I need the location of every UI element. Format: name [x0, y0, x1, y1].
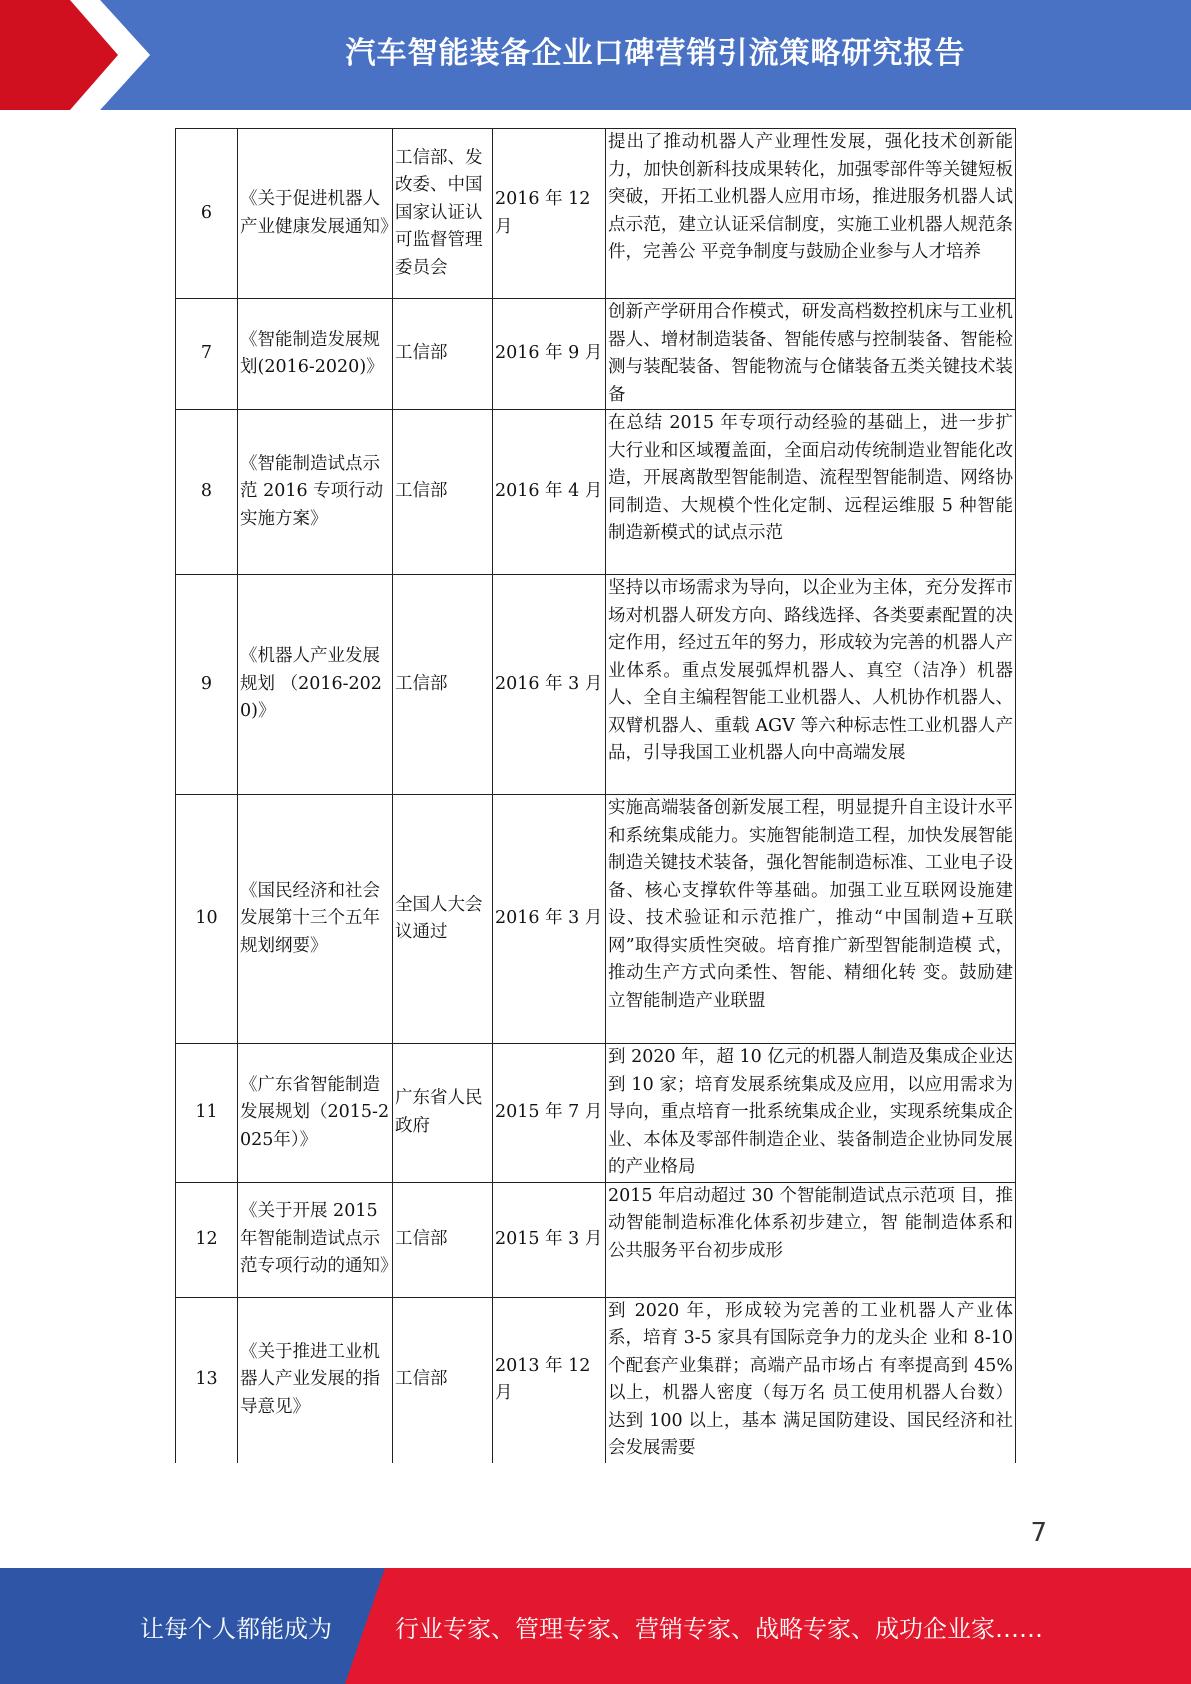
table-row	[176, 795, 1016, 1044]
issue-date-cell: 2016 年 9 月	[493, 299, 606, 410]
table-row	[176, 1297, 1016, 1463]
issuing-department-cell: 工信部	[393, 575, 493, 795]
page-header	[0, 0, 1191, 110]
row-number-cell: 8	[176, 410, 238, 575]
policy-content-cell: 坚持以市场需求为导向，以企业为主体，充分发挥市场对机器人研发方向、路线选择、各类要素配置的决定作用，经过五年的努力，形成较为完善的机器人产业体系。重点发展弧焊机器人、真空（洁净）机器人、全自主编程智能工业机器人、人机协作机器人、双臂机器人、重载 AGV 等六种标志性工业机器人产品，引导我国工业机器人向中高端发展	[606, 575, 1016, 795]
policy-content-cell: 2015 年启动超过 30 个智能制造试点示范项 目，推动智能制造标准化体系初步建立，智 能制造体系和公共服务平台初步成形	[606, 1182, 1016, 1297]
table-row	[176, 129, 1016, 299]
issue-date-cell: 2016 年 4 月	[493, 410, 606, 575]
issue-date-cell: 2013 年 12 月	[493, 1297, 606, 1463]
table-row	[176, 410, 1016, 575]
policy-name-cell: 《国民经济和社会发展第十三个五年规划纲要》	[238, 795, 393, 1044]
policy-content-cell: 到 2020 年，形成较为完善的工业机器人产业体系，培育 3-5 家具有国际竞争力的龙头企 业和 8-10 个配套产业集群；高端产品市场占 有率提高到 45%以上，机器人密度（每万名 员工使用机器人台数）达到 100 以上，基本 满足国防建设、国民经济和社会发展需要	[606, 1297, 1016, 1463]
issue-date-cell: 2016 年 12 月	[493, 129, 606, 299]
table-row	[176, 575, 1016, 795]
policy-content-cell: 实施高端装备创新发展工程，明显提升自主设计水平和系统集成能力。实施智能制造工程，加快发展智能制造关键技术装备，强化智能制造标准、工业电子设备、核心支撑软件等基础。加强工业互联网设施建设、技术验证和示范推广，推动“中国制造+互联网”取得实质性突破。培育推广新型智能制造模 式，推动生产方式向柔性、智能、精细化转 变。鼓励建立智能制造产业联盟	[606, 795, 1016, 1044]
page-number: 7	[1030, 1518, 1047, 1548]
report-title: 汽车智能装备企业口碑营销引流策略研究报告	[345, 36, 966, 71]
row-number-cell: 6	[176, 129, 238, 299]
policy-content-cell: 提出了推动机器人产业理性发展，强化技术创新能力，加快创新科技成果转化，加强零部件等关键短板突破，开拓工业机器人应用市场，推进服务机器人试点示范，建立认证采信制度，实施工业机器人规范条件，完善公 平竞争制度与鼓励企业参与人才培养	[606, 129, 1016, 299]
row-number-cell: 9	[176, 575, 238, 795]
policy-content-cell: 到 2020 年，超 10 亿元的机器人制造及集成企业达到 10 家；培育发展系统集成及应用，以应用需求为导向，重点培育一批系统集成企业，实现系统集成企业、本体及零部件制造企业、装备制造企业协同发展的产业格局	[606, 1044, 1016, 1183]
table-row	[176, 299, 1016, 410]
issue-date-cell: 2016 年 3 月	[493, 795, 606, 1044]
policy-name-cell: 《智能制造试点示范 2016 专项行动实施方案》	[238, 410, 393, 575]
issuing-department-cell: 工信部	[393, 410, 493, 575]
row-number-cell: 12	[176, 1182, 238, 1297]
footer-slogan-left: 让每个人都能成为	[140, 1614, 332, 1643]
row-number-cell: 10	[176, 795, 238, 1044]
row-number-cell: 13	[176, 1297, 238, 1463]
issuing-department-cell: 工信部	[393, 1182, 493, 1297]
issuing-department-cell: 工信部、发改委、中国国家认证认可监督管理委员会	[393, 129, 493, 299]
row-number-cell: 11	[176, 1044, 238, 1183]
table-row	[176, 1044, 1016, 1183]
policy-content-cell: 在总结 2015 年专项行动经验的基础上，进一步扩大行业和区域覆盖面，全面启动传统制造业智能化改造，开展离散型智能制造、流程型智能制造、网络协同制造、大规模个性化定制、远程运维服 5 种智能制造新模式的试点示范	[606, 410, 1016, 575]
footer-slogan-right: 行业专家、管理专家、营销专家、战略专家、成功企业家……	[395, 1614, 1043, 1643]
header-arrow-decoration	[0, 0, 150, 110]
page-footer	[0, 1568, 1191, 1684]
issuing-department-cell: 全国人大会议通过	[393, 795, 493, 1044]
policy-name-cell: 《关于促进机器人产业健康发展通知》	[238, 129, 393, 299]
table-row	[176, 1182, 1016, 1297]
issuing-department-cell: 广东省人民政府	[393, 1044, 493, 1183]
policy-name-cell: 《机器人产业发展规划 （2016-2020)》	[238, 575, 393, 795]
policy-table	[175, 128, 1016, 1463]
policy-name-cell: 《智能制造发展规划(2016-2020)》	[238, 299, 393, 410]
issuing-department-cell: 工信部	[393, 299, 493, 410]
issue-date-cell: 2015 年 3 月	[493, 1182, 606, 1297]
policy-name-cell: 《广东省智能制造发展规划（2015-2025年）》	[238, 1044, 393, 1183]
policy-name-cell: 《关于开展 2015 年智能制造试点示范专项行动的通知》	[238, 1182, 393, 1297]
policy-content-cell: 创新产学研用合作模式，研发高档数控机床与工业机器人、增材制造装备、智能传感与控制装备、智能检测与装配装备、智能物流与仓储装备五类关键技术装备	[606, 299, 1016, 410]
issue-date-cell: 2016 年 3 月	[493, 575, 606, 795]
row-number-cell: 7	[176, 299, 238, 410]
issue-date-cell: 2015 年 7 月	[493, 1044, 606, 1183]
issuing-department-cell: 工信部	[393, 1297, 493, 1463]
policy-name-cell: 《关于推进工业机器人产业发展的指导意见》	[238, 1297, 393, 1463]
